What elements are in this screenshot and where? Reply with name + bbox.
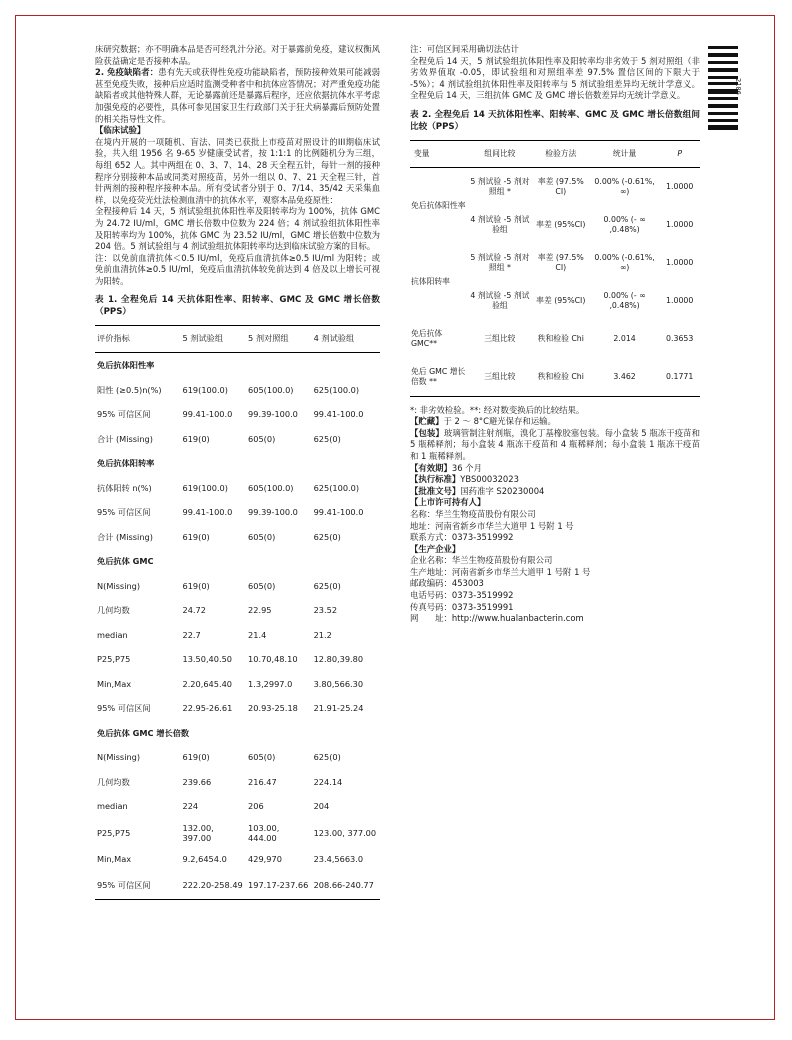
table1-header-cell: 5 剂对照组 bbox=[246, 326, 312, 353]
maker-fax: 传真号码：0373-3519991 bbox=[410, 601, 514, 612]
maker-heading: 【生产企业】 bbox=[410, 543, 461, 554]
holder-heading: 【上市许可持有人】 bbox=[410, 497, 486, 508]
maker-website: 网 址：http://www.hualanbacterin.com bbox=[410, 613, 584, 624]
table-cell: 1.3,2997.0 bbox=[248, 678, 293, 689]
table-cell: 224 bbox=[182, 801, 199, 812]
validity-line bbox=[410, 463, 700, 475]
table-row bbox=[410, 244, 700, 282]
table-cell: 几何均数 bbox=[97, 605, 130, 616]
table-cell: 95% 可信区间 bbox=[97, 409, 151, 420]
table1-header-cell: 5 剂试验组 bbox=[181, 326, 247, 353]
table2 bbox=[410, 140, 700, 397]
table-cell: 5 剂试验 -5 剂对照组 * bbox=[470, 252, 530, 272]
table-cell: 秩和检验 Chi bbox=[537, 333, 584, 343]
table-cell: 秩和检验 Chi bbox=[537, 371, 584, 381]
table-cell: 1.0000 bbox=[666, 219, 694, 229]
table-row bbox=[95, 500, 380, 525]
table-cell: 5 剂试验 -5 剂对照组 * bbox=[470, 176, 530, 196]
table1-section: 免后抗体阳性率 bbox=[97, 360, 155, 371]
table-row bbox=[95, 672, 380, 697]
table-row bbox=[95, 745, 380, 770]
approval-text: 国药准字 S20230004 bbox=[460, 485, 545, 496]
table-cell: 合计 (Missing) bbox=[97, 531, 153, 542]
table-cell: 619(100.0) bbox=[182, 482, 228, 493]
table1-header-cell: 评价指标 bbox=[95, 326, 181, 353]
table-cell: 99.41-100.0 bbox=[313, 507, 364, 518]
table-row bbox=[95, 574, 380, 599]
standard-line bbox=[410, 474, 700, 486]
table-cell: 23.4,5663.0 bbox=[313, 853, 364, 864]
validity-heading: 【有效期】 bbox=[410, 462, 452, 473]
table-row bbox=[95, 476, 380, 501]
validity-text: 36 个月 bbox=[451, 462, 482, 473]
table-cell: 95% 可信区间 bbox=[97, 880, 151, 891]
table-cell: 619(0) bbox=[182, 580, 210, 591]
table-row bbox=[410, 320, 700, 358]
holder-contact: 联系方式：0373-3519992 bbox=[410, 532, 514, 543]
table-cell: 12.80,39.80 bbox=[313, 654, 364, 665]
immunodeficiency-paragraph bbox=[95, 67, 380, 125]
table-cell: 抗体阳转率 bbox=[411, 276, 450, 286]
table-cell: 619(0) bbox=[182, 433, 210, 444]
table2-header-cell: 组间比较 bbox=[468, 140, 532, 167]
table-cell: 99.41-100.0 bbox=[182, 507, 233, 518]
package-text: 玻璃管制注射剂瓶，溴化丁基橡胶塞包装。每小盒装 5 瓶冻干疫苗和 5 瓶稀释剂；每小盒装 4 瓶冻干疫苗和 4 瓶稀释剂；每小盒装 1 瓶冻干疫苗和 1 瓶稀释剂。 bbox=[410, 427, 701, 461]
table-row bbox=[410, 358, 700, 397]
table2-caption: 表 2. 全程免后 14 天抗体阳性率、阳转率、GMC 及 GMC 增长倍数组间比较（PPS） bbox=[410, 109, 700, 132]
table-cell: 4 剂试验 -5 剂试验组 bbox=[470, 214, 530, 234]
table-cell: 0.00% (-0.61%, ∞) bbox=[594, 176, 655, 196]
table-row bbox=[95, 794, 380, 819]
table-cell: 3.462 bbox=[613, 371, 636, 381]
approval-line bbox=[410, 486, 700, 498]
storage-text: 于 2 ～ 8°C避光保存和运输。 bbox=[443, 416, 556, 427]
table-row bbox=[95, 598, 380, 623]
ci-note: 注：可信区间采用确切法估计 bbox=[410, 44, 519, 54]
table-cell: 21.4 bbox=[248, 629, 267, 640]
table-cell: 阳性 (≥0.5)n(%) bbox=[97, 384, 162, 395]
table-cell: 10.70,48.10 bbox=[248, 654, 298, 665]
maker-phone: 电话号码：0373-3519992 bbox=[410, 590, 514, 601]
table-cell: 免后 GMC 增长倍数 ** bbox=[411, 366, 466, 386]
table-cell: 605(100.0) bbox=[248, 482, 294, 493]
table-cell: 0.00% (- ∞ ,0.48%) bbox=[603, 290, 646, 310]
clinical-trial-heading: 【临床试验】 bbox=[95, 125, 146, 136]
table-cell: Min,Max bbox=[97, 678, 132, 689]
table-cell: 免后抗体 GMC** bbox=[411, 328, 443, 348]
table2-header-cell: 变量 bbox=[410, 140, 468, 167]
approval-heading: 【批准文号】 bbox=[410, 485, 461, 496]
table-cell: 103.00, 444.00 bbox=[248, 822, 280, 843]
table-cell: 208.66-240.77 bbox=[313, 880, 374, 891]
table1 bbox=[95, 325, 380, 900]
table-cell: 22.7 bbox=[182, 629, 201, 640]
table-cell: 21.2 bbox=[313, 629, 332, 640]
table-row bbox=[95, 378, 380, 403]
table-cell: 9.2,6454.0 bbox=[182, 853, 227, 864]
table-cell: 605(0) bbox=[248, 752, 276, 763]
table1-section: 免后抗体 GMC bbox=[97, 556, 154, 567]
note-text: 注：以免前血清抗体＜0.5 IU/ml，免疫后血清抗体≥0.5 IU/ml 为阳转；或免前血清抗体≥0.5 IU/ml，免疫后血清抗体较免前达到 4 倍及以上增长可视为阳转。 bbox=[95, 252, 380, 286]
table-cell: 22.95-26.61 bbox=[182, 703, 233, 714]
table-cell: 204 bbox=[313, 801, 330, 812]
table-cell: 0.00% (-0.61%, ∞) bbox=[594, 252, 655, 272]
storage-heading: 【贮藏】 bbox=[410, 416, 444, 427]
clinical-trial-text: 在境内开展的一项随机、盲法、同类已获批上市疫苗对照设计的III期临床试验，共入组 1956 名 9-65 岁健康受试者，按 1:1:1 的比例随机分为三组，每组 652 人。其中两组在 0、3、7、14、28 天全程五针，每针一剂的接种程序分别接种本品或同类对照疫苗，另外一组以 0、7、21 天全程三针，首针两剂的接种程序接种本品。所有受试者分别于 0、7/14、35/42 天采集血样，以免疫荧光灶法检测血清中的抗体水平，观察本品免疫原性： bbox=[95, 136, 380, 205]
table-cell: 2.014 bbox=[613, 333, 636, 343]
table1-section: 免后抗体阳转率 bbox=[97, 458, 155, 469]
table-cell: 619(0) bbox=[182, 752, 210, 763]
table1-caption: 表 1. 全程免后 14 天抗体阳性率、阳转率、GMC 及 GMC 增长倍数（PPS） bbox=[95, 295, 380, 318]
table2-header-cell: 检验方法 bbox=[532, 140, 590, 167]
table-cell: 0.3653 bbox=[666, 333, 694, 343]
table2-header-cell: P bbox=[659, 140, 700, 167]
table1-header-cell: 4 剂试验组 bbox=[312, 326, 380, 353]
table-cell: 21.91-25.24 bbox=[313, 703, 364, 714]
table-cell: 123.00, 377.00 bbox=[313, 827, 377, 838]
table-row bbox=[95, 871, 380, 900]
table-cell: 625(0) bbox=[313, 531, 341, 542]
table-row bbox=[95, 402, 380, 427]
table-cell: N(Missing) bbox=[97, 580, 141, 591]
immunodeficiency-title: 2. 免疫缺陷者： bbox=[95, 67, 159, 78]
table-cell: Min,Max bbox=[97, 853, 132, 864]
table-cell: 605(0) bbox=[248, 580, 276, 591]
table-cell: 合计 (Missing) bbox=[97, 433, 153, 444]
holder-address: 地址：河南省新乡市华兰大道甲 1 号附 1 号 bbox=[410, 520, 574, 531]
table-cell: 625(0) bbox=[313, 433, 341, 444]
table-cell: 625(0) bbox=[313, 752, 341, 763]
table-cell: 率差 (95%CI) bbox=[536, 219, 586, 229]
table-cell: 95% 可信区间 bbox=[97, 703, 151, 714]
maker-address: 生产地址：河南省新乡市华兰大道甲 1 号附 1 号 bbox=[410, 566, 591, 577]
table-cell: N(Missing) bbox=[97, 752, 141, 763]
table-cell: 99.41-100.0 bbox=[313, 409, 364, 420]
result-text: 全程接种后 14 天，5 剂试验组抗体阳性率及阳转率均为 100%，抗体 GMC 为 24.72 IU/ml，GMC 增长倍数中位数为 224 倍；4 剂试验组抗体阳性率及阳转率均为 100%，抗体 GMC 为 23.52 IU/ml，GMC 增长倍数中位数为 204 倍。5 剂试验组与 4 剂试验组抗体阳转率均达到临床试验方案的目标。 bbox=[95, 206, 380, 252]
table-row bbox=[95, 427, 380, 452]
table-cell: 22.95 bbox=[248, 605, 272, 616]
table-row bbox=[95, 819, 380, 847]
table-cell: 1.0000 bbox=[666, 257, 694, 267]
table2-header-cell: 统计量 bbox=[590, 140, 660, 167]
table-cell: 625(100.0) bbox=[313, 482, 360, 493]
table-cell: 605(100.0) bbox=[248, 384, 294, 395]
intro-paragraph: 床研究数据；亦不明确本品是否可经乳汁分泌。对于暴露前免疫，建议权衡风险获益确定是否接种本品。 bbox=[95, 44, 380, 66]
table-cell: 216.47 bbox=[248, 776, 277, 787]
table-row bbox=[410, 167, 700, 206]
table-row bbox=[95, 770, 380, 795]
standard-text: YBS00032023 bbox=[460, 474, 519, 485]
table-cell: 13.50,40.50 bbox=[182, 654, 232, 665]
table-cell: 率差 (95%CI) bbox=[536, 295, 586, 305]
table-cell: 132.00, 397.00 bbox=[182, 822, 214, 843]
package-heading: 【包装】 bbox=[410, 427, 444, 438]
table-cell: 23.52 bbox=[313, 605, 338, 616]
table-cell: 206 bbox=[248, 801, 264, 812]
table-cell: 抗体阳转 n(%) bbox=[97, 482, 152, 493]
maker-zip: 邮政编码：453003 bbox=[410, 578, 484, 589]
table2-header bbox=[410, 140, 700, 167]
table-cell: 三组比较 bbox=[484, 333, 516, 343]
package-line bbox=[410, 428, 700, 463]
table2-footnote: *: 非劣效检验。**: 经对数变换后的比较结果。 bbox=[410, 404, 585, 415]
table-cell: P25,P75 bbox=[97, 654, 131, 665]
table1-header bbox=[95, 326, 380, 353]
table-cell: 239.66 bbox=[182, 776, 212, 787]
table-cell: 1.0000 bbox=[666, 181, 694, 191]
table-cell: 619(100.0) bbox=[182, 384, 228, 395]
table-cell: median bbox=[97, 629, 128, 640]
table-cell: 0.1771 bbox=[666, 371, 694, 381]
table-cell: 三组比较 bbox=[484, 371, 516, 381]
table-cell: 免后抗体阳性率 bbox=[411, 200, 466, 210]
table-cell: 率差 (97.5% CI) bbox=[537, 252, 584, 272]
immunodeficiency-text: 患有先天或获得性免疫功能缺陷者，预防接种效果可能减弱甚至免疫失败，接种后应适时监测受种者中和抗体应答情况；对严重免疫功能缺陷者或其他特殊人群，无论暴露前还是暴露后程序，还应依据抗体水平考虑加强免疫的必要性，具体可参见国家卫生行政部门关于狂犬病暴露后预防处置的相关指导性文件。 bbox=[95, 67, 380, 124]
table-cell: P25,P75 bbox=[97, 827, 131, 838]
table-cell: 4 剂试验 -5 剂试验组 bbox=[470, 290, 530, 310]
holder-name: 名称：华兰生物疫苗股份有限公司 bbox=[410, 508, 536, 519]
table-cell: 197.17-237.66 bbox=[248, 880, 309, 891]
table-cell: 3.80,566.30 bbox=[313, 678, 364, 689]
table-row bbox=[95, 647, 380, 672]
table-cell: 99.41-100.0 bbox=[182, 409, 233, 420]
table-cell: 605(0) bbox=[248, 433, 276, 444]
standard-heading: 【执行标准】 bbox=[410, 474, 461, 485]
table-cell: 1.0000 bbox=[666, 295, 694, 305]
table-row bbox=[95, 623, 380, 648]
table-cell: 几何均数 bbox=[97, 776, 130, 787]
left-column bbox=[95, 44, 380, 900]
table-cell: median bbox=[97, 801, 128, 812]
table-cell: 625(100.0) bbox=[313, 384, 360, 395]
table1-section: 免后抗体 GMC 增长倍数 bbox=[97, 727, 190, 738]
table-cell: 429,970 bbox=[248, 853, 282, 864]
table-cell: 2.20,645.40 bbox=[182, 678, 232, 689]
barcode-number: 2106 bbox=[734, 78, 742, 95]
table-row bbox=[95, 696, 380, 721]
table-cell: 224.14 bbox=[313, 776, 343, 787]
table-row bbox=[95, 525, 380, 550]
table-cell: 24.72 bbox=[182, 605, 206, 616]
table-cell: 619(0) bbox=[182, 531, 210, 542]
table-row bbox=[95, 847, 380, 872]
table-cell: 99.39-100.0 bbox=[248, 507, 298, 518]
table-cell: 222.20-258.49 bbox=[182, 880, 243, 891]
table-cell: 605(0) bbox=[248, 531, 276, 542]
table-cell: 20.93-25.18 bbox=[248, 703, 298, 714]
maker-name: 企业名称：华兰生物疫苗股份有限公司 bbox=[410, 555, 553, 566]
right-column bbox=[410, 44, 700, 625]
noninferiority-text: 全程免后 14 天，5 剂试验组抗体阳性率及阳转率均非劣效于 5 剂对照组（非劣效界值取 -0.05，即试验组和对照组率差 97.5% 置信区间的下限大于 -5%）；4 剂试验组抗体阳性率及阳转率与 5 剂试验组差异均无统计学意义。全程免后 14 天，三组抗体 GMC 及 GMC 增长倍数差异均无统计学意义。 bbox=[410, 55, 700, 101]
table-cell: 0.00% (- ∞ ,0.48%) bbox=[603, 214, 646, 234]
table-cell: 率差 (97.5% CI) bbox=[537, 176, 584, 196]
table-cell: 95% 可信区间 bbox=[97, 507, 151, 518]
table-cell: 625(0) bbox=[313, 580, 341, 591]
table-cell: 99.39-100.0 bbox=[248, 409, 298, 420]
storage-line bbox=[410, 416, 700, 428]
